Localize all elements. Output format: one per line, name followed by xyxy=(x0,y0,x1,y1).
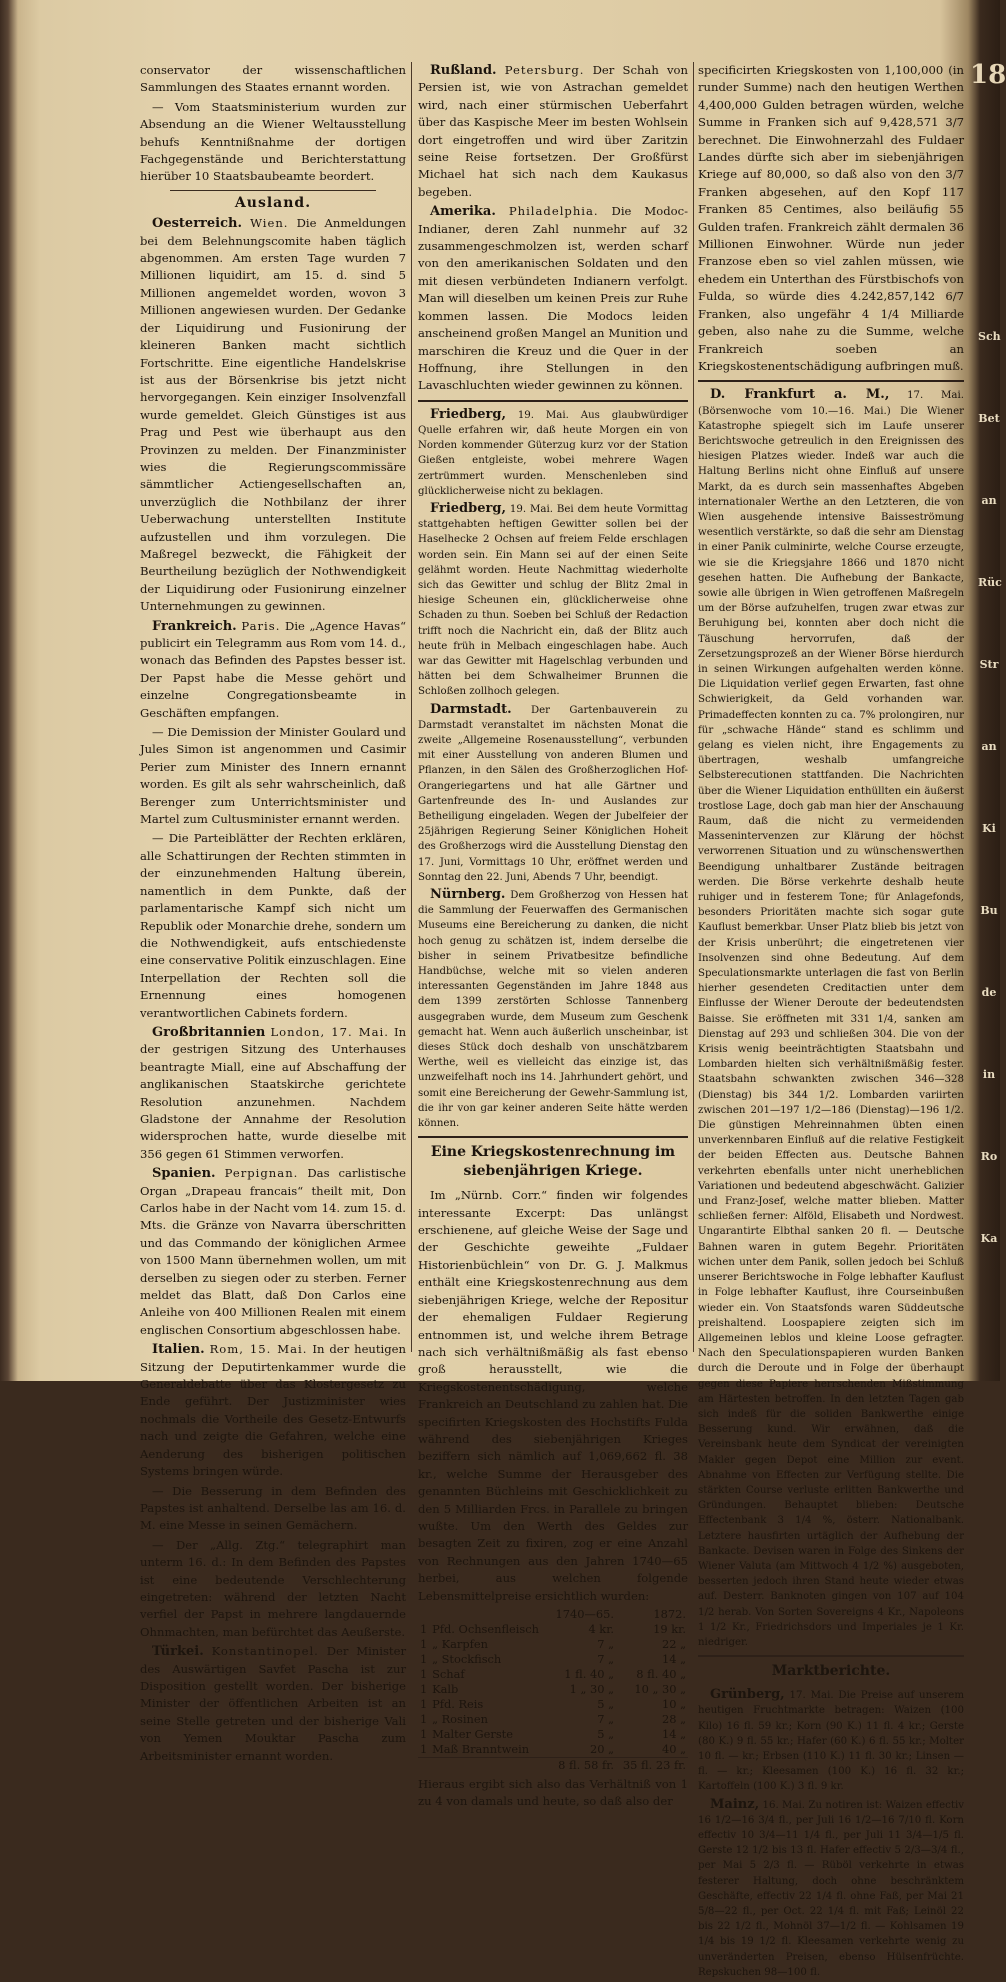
edge-fragment: Bet xyxy=(978,412,1000,425)
edge-fragment: de xyxy=(981,986,997,999)
value-cell: 1 xyxy=(420,1667,428,1682)
paragraph: — Die Besserung in dem Befinden des Papstes ist anhaltend. Derselbe las am 16. d. M. eine Messe in seinen Gemächern. xyxy=(140,1483,406,1533)
local-heading: Friedberg, xyxy=(430,406,506,422)
price-row xyxy=(418,1652,688,1667)
dateline: 16. Mai. xyxy=(762,1799,806,1811)
article-mainz xyxy=(698,1797,964,1980)
article-spanien xyxy=(140,1165,406,1339)
price-row xyxy=(418,1682,688,1697)
dateline: Philadelphia. xyxy=(508,204,599,219)
article-tuerkei xyxy=(140,1643,406,1765)
country-heading: Italien. xyxy=(152,1342,205,1358)
dateline: Perpignan. xyxy=(224,1166,299,1181)
divider xyxy=(170,190,376,191)
article-text: Dem Großherzog von Hessen hat die Sammlung der Feuerwaffen des Germanischen Museums eine Bereicherung zu danken, die nicht hoch genug zu schätzen ist, indem derselbe die bisher in seinem Privatbesitze befindliche Handbüchse, welche mit so vielen anderen interessanten Gegenständen im Jahre 1848 aus dem 1399 zerstörten Schlosse Tannenberg ausgegraben wurde, dem Museum zum Geschenk gemacht hat. Wenn auch äußerlich unscheinbar, ist dieses Stück doch deshalb von unschätzbarem Werthe, weil es vielleicht das einzige ist, das unzweifelhaft noch ins 14. Jahrhundert gehört, und somit eine Bereicherung der Gewehr-Sammlung ist, die ihr von gar keiner anderen Seite hätte werden können. xyxy=(418,890,688,1130)
price-table-header xyxy=(418,1607,688,1622)
empty-cell xyxy=(430,1758,549,1774)
article-text: Der Gartenbauverein zu Darmstadt veranstaltet im nächsten Monat die zweite „Allgemeine Rosenausstellung“, verbunden mit einer Ausstellung von anderen Blumen und Pflanzen, in den Sälen des Großherzoglichen Hof-Orangeriegartens und hat alle Gärtner und Gartenfreunde des In- und Auslandes zur Betheiligung eingeladen. Wegen der Jubelfeier der 25jährigen Regierung Seiner Königlichen Hoheit des Großherzogs wird die Ausstellung Dienstag den 17. Juni, Vormittags 10 Uhr, eröffnet werden und Sonntag den 22. Juni, Abends 7 Uhr, beendigt. xyxy=(418,704,688,883)
price-row xyxy=(418,1637,688,1652)
item-cell: Schaf xyxy=(432,1667,465,1682)
article-text: Aus glaubwürdiger Quelle erfahren wir, daß heute Morgen ein von Norden kommender Güterzug kurz vor der Station Gießen entgleiste, wobei mehrere Wagen zertrümmert wurden. Menschenleben sind glücklicherweise nicht zu beklagen. xyxy=(418,409,688,497)
dateline: Paris. xyxy=(241,618,281,633)
article-nuernberg xyxy=(418,887,688,1131)
value-cell: 8 fl. 40 „ xyxy=(636,1667,686,1682)
section-heading: Ausland. xyxy=(234,194,312,211)
value-cell: 1 xyxy=(420,1682,428,1697)
value-cell: 40 „ xyxy=(661,1742,686,1757)
value-cell: 1 xyxy=(420,1637,428,1652)
value-cell: 1 xyxy=(420,1622,428,1637)
empty-cell xyxy=(418,1758,430,1774)
price-row xyxy=(418,1742,688,1758)
country-heading: Frankreich. xyxy=(152,618,237,634)
value-cell: 7 „ xyxy=(597,1637,615,1652)
column-divider xyxy=(411,62,412,1352)
value-cell: 1 xyxy=(420,1697,428,1712)
price-row xyxy=(418,1712,688,1727)
dateline: 19. Mai. xyxy=(517,409,569,421)
article-friedberg-1 xyxy=(418,407,688,499)
paragraph: — Die Demission der Minister Goulard und Jules Simon ist angenommen und Casimir Perier zum Minister des Innern ernannt worden. Es gilt als sehr wahrscheinlich, daß Berenger zum Unterrichtsminister und Martel zum Cultusminister ernannt werden. xyxy=(140,725,406,827)
local-heading: Grünberg, xyxy=(710,1687,785,1703)
article-friedberg-2 xyxy=(418,501,688,700)
paragraph: — Der „Allg. Ztg.“ telegraphirt man unterm 16. d.: In dem Befinden des Papstes ist eine bedeutende Verschlechterung eingetreten: während der letzten Nacht verfiel der Papst in mehrere langdauernde Ohnmachten, man befürchtet das Aeußerste. xyxy=(140,1537,406,1639)
article-text: Zu notiren ist: Waizen effectiv 16 1/2—16 3/4 fl., per Juli 16 1/2—16 7/10 fl. Korn effectiv 10 3/4—11 1/4 fl., per Juli 11 3/4—1/5 fl. Gerste 12 1/2 bis 13 fl. Hafer effectiv 5 2/3—3/4 fl., per Mai 5 2/3 fl. — Rüböl verkehrte in etwas festerer Haltung, doch ohne beschränktem Geschäfte, effectiv 22 1/4 fl. ohne Faß, per Mai 21 5/8—22 fl., per Oct. 22 1/4 fl. mit Faß; Leinöl 22 bis 22 1/2 fl., Mohnöl 37—1/2 fl. — Kohlsamen 19 1/4 bis 19 1/2 fl. Kleesamen verkehrte wenig zu unveränderten Preisen, ebenso Hülsenfrüchte. Repskuchen 98—100 fl. xyxy=(698,1799,964,1978)
article-italien xyxy=(140,1341,406,1480)
article-text: Die Anmeldungen bei dem Belehnungscomite haben täglich abgenommen. Am ersten Tage wurden 7 Millionen liquidirt, am 15. d. sind 5 Millionen angemeldet worden, wovon 3 Millionen angewiesen wurden. Der Gedanke der Liquidirung und Fusionirung der kleineren Banken macht sichtlich Fortschritte. Eine eigentliche Handelskrise ist aus der Börsenkrise bis jetzt nicht hervorgegangen. Kein einziger Insolvenzfall wurde gemeldet. Gleich Günstiges ist aus Prag und Pest wie überhaupt aus den Provinzen zu melden. Der Finanzminister wies die Regierungscommissäre sämmtlicher Actiengesellschaften an, unverzüglich die Nothbilanz der ihrer Ueberwachung unterstellten Institute aufzustellen und ihm vorzulegen. Die Maßregel bezweckt, die Fähigkeit der Beurtheilung bezüglich der Nothwendigkeit der Liquidirung oder Fusionirung einzelner Unternehmungen zu gewinnen. xyxy=(140,216,406,614)
paragraph: conservator der wissenschaftlichen Sammlungen des Staates ernannt worden. xyxy=(140,63,406,95)
value-cell: 14 „ xyxy=(661,1727,686,1742)
article-text: In der gestrigen Sitzung des Unterhauses beantragte Miall, eine auf Abschaffung der anglikanischen Staatskirche gerichtete Resolution anzunehmen. Nachdem Gladstone der Annahme der Resolution widersprochen hatte, wurde dieselbe mit 356 gegen 61 Stimmen verworfen. xyxy=(140,1024,407,1161)
country-heading: Türkei. xyxy=(152,1644,204,1660)
value-cell: 10 „ 30 „ xyxy=(634,1682,686,1697)
value-cell: 4 kr. xyxy=(588,1622,615,1637)
column-divider xyxy=(693,62,694,1352)
edge-fragment: Ka xyxy=(980,1232,998,1245)
edge-fragment: Ro xyxy=(980,1150,998,1163)
header-cell: 1872. xyxy=(653,1607,686,1622)
article-text: (Börsenwoche vom 10.—16. Mai.) Die Wiener Katastrophe spiegelt sich im Laufe unserer Berichtswoche getreulich in den Ereignissen des hiesigen Platzes wieder. Indeß war auch die Haltung Berlins nicht ohne Einfluß auf unsere Markt, da es durch sein massenhaftes Abgeben internationaler Werthe an den Letzteren, die von Wien ausgehende intensive Baisseströmung wesentlich verstärkte, so daß die sehr am Dienstag in einer Panik culminirte, welche Course erzeugte, wie sie die Kriegsjahre 1866 und 1870 nicht gesehen hatten. Die Aufhebung der Bankacte, sowie alle übrigen in Wien getroffenen Maßregeln um der Börse aufzuhelfen, trugen zwar etwas zur Beruhigung bei, konnten aber doch nicht die Täuschung hervorrufen, daß der Zersetzungsprozeß an der Wiener Börse hierdurch in seinen Wirkungen aufgehalten werden könne. Die Liquidation verlief gegen Erwarten, fast ohne Schwierigkeit, da Geld vorhanden war. Primadeffecten konnten zu ca. 7% prolongiren, nur für „schwache Hände“ stand es schlimm und gelang es vielen nicht, ihre Engagements zu übertragen, weshalb umfangreiche Selbsterecutionen stattfanden. Die Nachrichten über die Wiener Liquidation enthüllten ein äußerst trostlose Lage, doch gab man hier der Anschauung Raum, daß die nicht zu vermeidenden Massenintervenzen zur Klärung der höchst verworrenen Situation und zu wünschenswerthen Beendigung unhaltbarer Zustände beitragen werden. Die Börse verkehrte deshalb heute ruhiger und in festerem Tone; für Anlagefonds, besonders Prioritäten machte sich sogar gute Kauflust bemerkbar. Unser Platz blieb bis jetzt von der Krisis unberührt; die eingetretenen vier Insolvenzen sind ohne Bedeutung. Auf dem Speculationsmarkte unterlagen die fast von Berlin hierher gesendeten Creditactien unter dem Einflusse der Wiener Deroute der bedeutendsten Baisse. Sie eröffneten mit 331 1/4, sanken am Dienstag auf 293 und schließen 304. Die von der Krisis wenig beeinträchtigten Staatsbahn und Lombarden hielten sich verhältnißmäßig fester. Staatsbahn schwankten zwischen 346—328 (Dienstag) bis 344 1/2. Lombarden variirten zwischen 201—197 1/2—186 (Dienstag)—196 1/2. Die günstigen Mehreinnahmen übten einen unverkennbaren Einfluß auf die relative Festigkeit der beiden Effecten aus. Deutsche Bahnen verkehrten ebenfalls unter nicht unerheblichen Variationen und bedeutend abgeschwächt. Galizier und Franz-Josef, welche matter blieben. Matter schließen ferner: Alföld, Elisabeth und Nordwest. Ungarantirte Elbthal sanken 20 fl. — Deutsche Bahnen waren in gutem Begehr. Prioritäten wichen unter dem Panik, sollen jedoch bei Schluß unserer Berichtswoche in Folge lebhafter Kauflust in Folge lebhafter Kauflust, ihre Courseinbußen wieder ein. Von Staatsfonds waren Süddeutsche preishaltend. Loospapiere zeigten sich im Allgemeinen leblos und kleine Loose gefragter. Nach den Speculationspapieren wurden Banken durch die Deroute und in Folge der überhaupt gegen diese Papiere herrschenden Mißstimmung am Härtesten betroffen. In den letzten Tagen gab sich indeß für die soliden Bankwerthe einige Besserung kund. Wir erwähnen, daß die Vereinsbank heute dem Syndicat der vereinigten Makler gegen Depot eine Million zur event. Abnahme von Effecten zur Verfügung stellte. Die stärkten Course verluste erlitten Bankwerthe und Gründungen. Behauptet blieben: Deutsche Effectenbank 3 1/4 %, österr. Nationalbank. Letztere hausfirten urtäglich der Aufhebung der Bankacte. Devisen waren in Folge des Sinkens der Wiener Valuta (am Mittwoch 4 1/2 %) ausgeboten, besserten jedoch ihren Stand heute wieder etwas auf. Desterr. Banknoten gingen von 107 auf 104 1/2 herab. Von Sorten Sovereigns 4 Kr., Napoleons 1 1/2 Kr., Friedrichsdors und Imperiales je 1 Kr. niedriger. xyxy=(698,405,964,1648)
feature-heading: Eine Kriegskostenrechnung im siebenjährigen Kriege. xyxy=(430,1144,676,1180)
divider xyxy=(698,1655,964,1657)
article-gruenberg xyxy=(698,1687,964,1794)
article-frankfurt xyxy=(698,387,964,1650)
column-right xyxy=(698,62,964,1982)
edge-fragment: Rüc xyxy=(978,576,1002,589)
item-cell: Pfd. Reis xyxy=(432,1697,484,1712)
value-cell: 22 „ xyxy=(661,1637,686,1652)
country-heading: Spanien. xyxy=(152,1166,216,1182)
divider xyxy=(698,380,964,382)
feature-continuation: specificirten Kriegskosten von 1,100,000 (in runder Summe) nach den heutigen Werthen 4,400,000 Gulden betragen würden, welche Summe in Franken sich auf 9,428,571 3/7 berechnet. Die Einwohnerzahl des Fuldaer Landes dürfte sich aber im siebenjährigen Kriege auf 80,000, so daß also von den 3/7 Franken abgesehen, auf den Kopf 117 Franken 85 Centimes, also beiläufig 55 Gulden trafen. Frankreich zählt dermalen 36 Millionen Einwohner. Würde nun jeder Franzose eben so viel zahlen müssen, wie ehedem ein Unterthan des Fürstbischofs von Fulda, so würde dies 4.242,857,142 6/7 Franken, also ungefähr 4 1/4 Milliarde geben, also nahe zu die Summe, welche Frankreich soeben an Kriegskostenentschädigung aufbringen muß. xyxy=(698,63,964,373)
section-heading: Marktberichte. xyxy=(771,1663,891,1680)
edge-fragment: an xyxy=(981,494,997,507)
value-cell: 1 „ 30 „ xyxy=(569,1682,615,1697)
article-grossbritannien xyxy=(140,1024,406,1163)
article-text: Die Preise auf unserem heutigen Fruchtmarkte betragen: Waizen (100 Kilo) 16 fl. 59 kr.; Korn (90 K.) 11 fl. 4 kr.; Gerste (80 K.) 9 fl. 55 kr.; Hafer (60 K.) 6 fl. 55 kr.; Molter 10 fl. — kr.; Erbsen (110 K.) 11 fl. 30 kr.; Linsen — fl. — kr.; Kleesamen (100 K.) 16 fl. 32 kr.; Kartoffeln (100 K.) 3 fl. 9 kr. xyxy=(698,1690,964,1793)
item-cell: Maß Branntwein xyxy=(432,1742,530,1757)
price-row xyxy=(418,1622,688,1637)
divider xyxy=(418,1136,688,1138)
value-cell: 1 fl. 40 „ xyxy=(564,1667,615,1682)
item-cell: „ Rosinen xyxy=(432,1712,488,1727)
article-frankreich xyxy=(140,618,406,722)
total-cell: 8 fl. 58 fr. xyxy=(549,1758,616,1774)
dateline: 17. Mai. xyxy=(907,390,964,402)
value-cell: 7 „ xyxy=(597,1712,615,1727)
article-text: Der Schah von Persien ist, wie von Astrachan gemeldet wird, nach einer stürmischen Ueberfahrt über das Kaspische Meer im besten Wohlsein dort eingetroffen und wird über Zaritzin seine Reise fortsetzen. Der Großfürst Michael hat sich nach dem Kaukasus begeben. xyxy=(418,63,688,199)
country-heading: Großbritannien xyxy=(152,1024,266,1040)
country-heading: Amerika. xyxy=(430,204,496,220)
article-oesterreich xyxy=(140,215,406,615)
local-heading: Friedberg, xyxy=(430,500,506,516)
item-cell: Pfd. Ochsenfleisch xyxy=(432,1622,539,1637)
article-amerika xyxy=(418,203,688,394)
header-cell: 1740—65. xyxy=(555,1607,615,1622)
price-row xyxy=(418,1697,688,1712)
feature-text: Hieraus ergibt sich also das Verhältniß von 1 zu 4 von damals und heute, so daß also der xyxy=(418,1777,688,1809)
page-edge-number: 18 xyxy=(970,60,1006,90)
article-text: Das carlistische Organ „Drapeau francais“ theilt mit, Don Carlos habe in der Nacht vom 14. zum 15. d. Mts. die Gränze von Navarra überschritten und das Commando der königlichen Armee von 1500 Mann übernehmen wollen, um mit derselben zu siegen oder zu sterben. Ferner meldet das Blatt, daß Don Carlos eine Anleihe von 400 Millionen Realen mit einem englischen Consortium abgeschlossen habe. xyxy=(140,1166,407,1337)
edge-fragment: Str xyxy=(979,658,999,671)
item-cell: „ Stockfisch xyxy=(432,1652,502,1667)
local-heading: Mainz, xyxy=(710,1796,760,1812)
country-heading: Oesterreich. xyxy=(152,216,242,232)
paragraph: — Die Parteiblätter der Rechten erklären, alle Schattirungen der Rechten stimmten in der einzunehmenden Haltung überein, namentlich in dem Punkte, daß der parlamentarische Kampf sich nicht um Republik oder Monarchie drehe, sondern um die Nothwendigkeit, aufs entschiedenste eine conservative Politik einzuschlagen. Eine Interpellation der Rechten soll die Ernennung eines homogenen verantwortlichen Cabinets fordern. xyxy=(140,831,406,1020)
country-heading: Rußland. xyxy=(430,63,497,78)
dateline: Rom, 15. Mai. xyxy=(209,1342,308,1357)
value-cell: 1 xyxy=(420,1727,428,1742)
value-cell: 10 „ xyxy=(661,1697,686,1712)
value-cell: 5 „ xyxy=(597,1727,615,1742)
value-cell: 1 xyxy=(420,1742,428,1757)
item-cell: Malter Gerste xyxy=(432,1727,513,1742)
local-heading: D. Frankfurt a. M., xyxy=(710,387,890,403)
local-heading: Darmstadt. xyxy=(430,701,512,717)
edge-fragment: Ki xyxy=(982,822,996,835)
value-cell: 19 kr. xyxy=(653,1622,686,1637)
edge-fragment: in xyxy=(982,1068,996,1081)
dateline: 19. Mai. xyxy=(509,503,553,515)
article-darmstadt xyxy=(418,702,688,885)
article-russland xyxy=(418,62,688,201)
value-cell: 5 „ xyxy=(597,1697,615,1712)
article-text: Bei dem heute Vormittag stattgehabten heftigen Gewitter sollen bei der Haselhecke 2 Ochsen auf freiem Felde erschlagen worden sein. Ein Mann sei auf der einen Seite gelähmt worden. Heute Nachmittag wiederholte sich das Gewitter und schlug der Blitz 2mal in hiesige Scheunen ein, glücklicherweise ohne Schaden zu thun. Soeben bei Schluß der Redaction trifft noch die Nachricht ein, daß der Blitz auch heute früh in Melbach eingeschlagen habe. Auch war das Gewitter mit Hagelschlag verbunden und hätten bei dem Schwalheimer Brunnen die Schloßen zollhoch gelegen. xyxy=(418,503,688,698)
total-cell: 35 fl. 23 fr. xyxy=(616,1758,688,1774)
article-text: In der heutigen Sitzung der Deputirtenkammer wurde die Generaldebatte über das Klostergesetz zu Ende geführt. Der Justizminister wies nochmals die Vortheile des Gesetz-Entwurfs nach und zeigte die Gefahren, welche eine Aenderung des bisherigen politischen Systems bringen würde. xyxy=(140,1342,407,1479)
value-cell: 20 „ xyxy=(590,1742,615,1757)
value-cell: 7 „ xyxy=(597,1652,615,1667)
value-cell: 1 xyxy=(420,1712,428,1727)
local-heading: Nürnberg. xyxy=(430,887,506,903)
article-text: Die Modoc-Indianer, deren Zahl nunmehr auf 32 zusammengeschmolzen ist, werden scharf von den amerikanischen Soldaten und den mit diesen verbündeten Indianern verfolgt. Man will dieselben um keinen Preis zur Ruhe kommen lassen. Die Modocs leiden anscheinend großen Mangel an Munition und marschiren die Kreuz und die Quer in der Hoffnung, ihre Stellungen in den Lavaschluchten wieder gewinnen zu können. xyxy=(418,204,689,393)
value-cell: 1 xyxy=(420,1652,428,1667)
price-row xyxy=(418,1727,688,1742)
item-cell: Kalb xyxy=(432,1682,459,1697)
dateline: 17. Mai. xyxy=(789,1690,834,1702)
feature-text: Im „Nürnb. Corr.“ finden wir folgendes interessante Excerpt: Das unlängst erschienene, auf gleiche Weise der Sage und der Geschichte geweihte „Fuldaer Historienbüchlein“ von Dr. G. J. Malkmus enthält eine Kriegskostenrechnung aus dem siebenjährigen Kriege, welche der Repositur der ehemaligen Fuldaer Regierung entnommen ist, und welche ihrem Betrage nach sich verhältnißmäßig als fast ebenso groß herausstellt, wie die Kriegskostenentschädigung, welche Frankreich an Deutschland zu zahlen hat. Die specifirten Kriegskosten des Hochstifts Fulda während des siebenjährigen Krieges beziffern sich nämlich auf 1,069,662 fl. 38 kr., welche Summe der Herausgeber des genannten Büchleins mit Geschicklichkeit zu den 5 Milliarden Frcs. in Parallele zu bringen wußte. Um den Werth des Geldes zur besagten Zeit zu fixiren, zog er eine Anzahl von Rechnungen aus den Jahren 1740—65 herbei, aus welchen folgende Lebensmittelpreise ersichtlich wurden: xyxy=(418,1188,688,1603)
dateline: Petersburg. xyxy=(504,63,585,77)
column-left xyxy=(140,62,406,1767)
price-row xyxy=(418,1667,688,1682)
dateline: London, 17. Mai. xyxy=(270,1024,389,1039)
price-table xyxy=(418,1607,688,1773)
article-text: Der Minister des Auswärtigen Savfet Pascha ist zur Disposition gestellt worden. Der bisherige Minister der öffentlichen Arbeiten ist an seine Stelle getreten und der bisherige Vali von Yemen Mouktar Pascha zum Arbeitsminister ernannt worden. xyxy=(140,1644,406,1763)
item-cell: „ Karpfen xyxy=(432,1637,488,1652)
paragraph: — Vom Staatsministerium wurden zur Absendung an die Wiener Weltausstellung behufs Kenntnißnahme der dortigen Fachgegenstände und Berichterstattung hierüber 10 Staatsbaubeamte beordert. xyxy=(140,99,406,184)
dateline: Konstantinopel. xyxy=(211,1644,319,1659)
divider xyxy=(418,400,688,402)
value-cell: 14 „ xyxy=(661,1652,686,1667)
price-total-row xyxy=(418,1758,688,1774)
dateline: Wien. xyxy=(250,216,289,231)
edge-fragment: an xyxy=(981,740,997,753)
column-middle xyxy=(418,62,688,1813)
value-cell: 28 „ xyxy=(661,1712,686,1727)
article-text: Die „Agence Havas“ publicirt ein Telegramm aus Rom vom 14. d., wonach das Befinden des Papstes besser ist. Der Papst habe die Messe gehört und einzelne Congregationsbeamte in Geschäften empfangen. xyxy=(140,618,407,720)
edge-fragment: Sch xyxy=(978,330,1001,343)
edge-fragment: Bu xyxy=(980,904,998,917)
